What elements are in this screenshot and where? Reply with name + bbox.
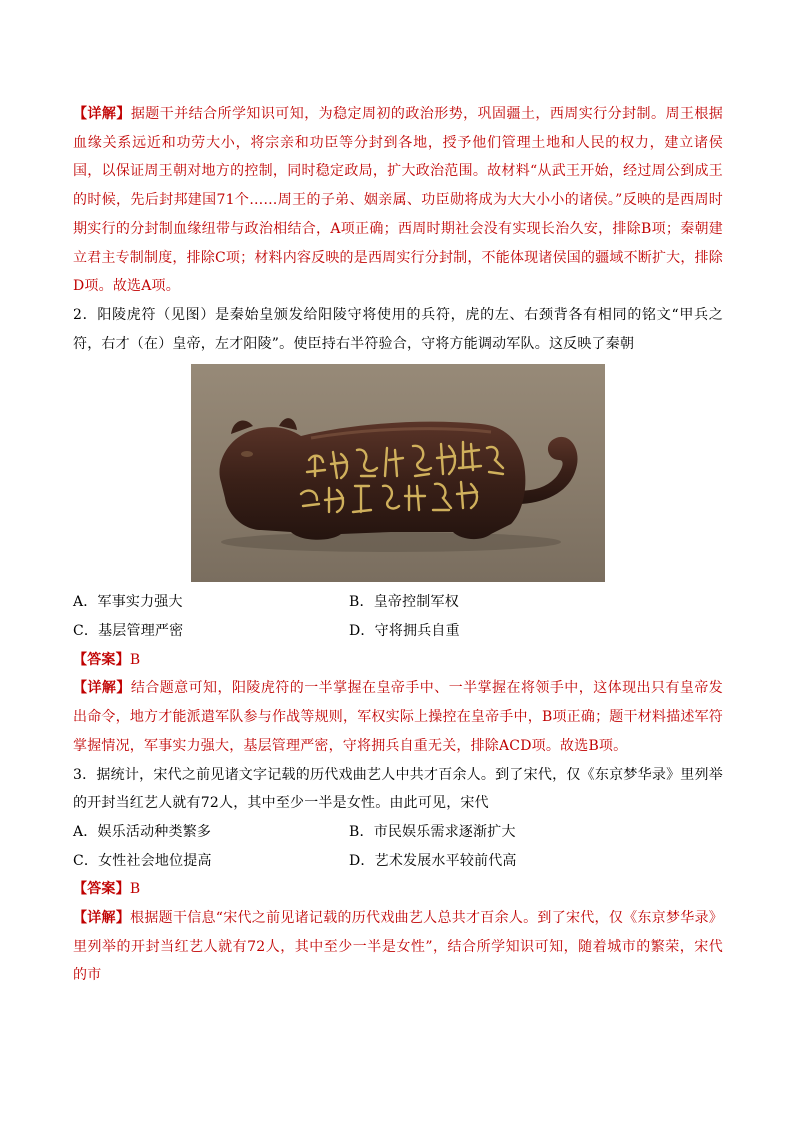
q3-detail	[73, 904, 723, 990]
q2-options	[73, 588, 723, 645]
document-page	[73, 100, 723, 990]
q3-stem: 3．据统计，宋代之前见诸文字记载的历代戏曲艺人中共才百余人。到了宋代，仅《东京梦华录》里列举的开封当红艺人就有72人，其中至少一半是女性。由此可见，宋代	[73, 766, 723, 812]
q2-option-d[interactable]: D．守将拥兵自重	[349, 623, 460, 640]
q2-stem: 2．阳陵虎符（见图）是秦始皇颁发给阳陵守将使用的兵符，虎的左、右颈背各有相同的铭文“甲兵之符，右才（在）皇帝，左才阳陵”。使臣持右半符验合，守将方能调动军队。这反映了秦朝	[73, 306, 723, 352]
q3-options	[73, 818, 723, 875]
q2-option-a[interactable]: A．军事实力强大	[73, 594, 183, 611]
q3-option-b[interactable]: B．市民娱乐需求逐渐扩大	[349, 823, 516, 840]
q2-answer-label: 【答案】	[73, 651, 130, 668]
q1-detail-text: 据题干并结合所学知识可知，为稳定周初的政治形势，巩固疆土，西周实行分封制。周王根据血缘关系远近和功劳大小，将宗亲和功臣等分封到各地，授予他们管理土地和人民的权力，建立诸侯国，以保证周王朝对地方的控制，同时稳定政局，扩大政治范围。故材料“从武王开始，经过周公到成王的时候，先后封邦建国71个……周王的子弟、姻亲属、功臣勋将成为大大小小的诸侯。”反映的是西周时期实行的分封制血缘纽带与政治相结合，A项正确；西周时期社会没有实现长治久安，排除B项；秦朝建立君主专制制度，排除C项；材料内容反映的是西周实行分封制，不能体现诸侯国的疆域不断扩大，排除D项。故选A项。	[73, 106, 723, 295]
q2-option-c[interactable]: C．基层管理严密	[73, 623, 184, 640]
q2-answer	[73, 646, 723, 675]
q2-option-b[interactable]: B．皇帝控制军权	[349, 594, 459, 611]
q2-answer-value: B	[129, 651, 141, 668]
q3-option-c[interactable]: C．女性社会地位提高	[73, 852, 212, 869]
tiger-tally-figure	[73, 364, 723, 582]
q2-detail	[73, 674, 723, 760]
q1-detail-label: 【详解】	[73, 106, 131, 122]
q3-option-a[interactable]: A．娱乐活动种类繁多	[73, 823, 212, 840]
yangling-tiger-tally-image	[191, 364, 605, 582]
q3-detail-text: 根据题干信息“宋代之前见诸记载的历代戏曲艺人总共才百余人。到了宋代，仅《东京梦华录》里列举的开封当红艺人就有72人，其中至少一半是女性”，结合所学知识可知，随着城市的繁荣，宋代的市	[73, 910, 723, 984]
q3-option-d[interactable]: D．艺术发展水平较前代高	[349, 852, 517, 869]
q1-detail	[73, 100, 723, 301]
q2-detail-text: 结合题意可知，阳陵虎符的一半掌握在皇帝手中、一半掌握在将领手中，这体现出只有皇帝发出命令，地方才能派遣军队参与作战等规则，军权实际上操控在皇帝手中，B项正确；题干材料描述军符掌握情况，军事实力强大，基层管理严密，守将拥兵自重无关，排除ACD项。故选B项。	[73, 680, 723, 754]
q3-answer-value: B	[129, 881, 141, 898]
q3-answer	[73, 875, 723, 904]
q3-answer-label: 【答案】	[73, 881, 130, 898]
q3-detail-label: 【详解】	[73, 910, 131, 926]
q2-detail-label: 【详解】	[73, 680, 131, 697]
